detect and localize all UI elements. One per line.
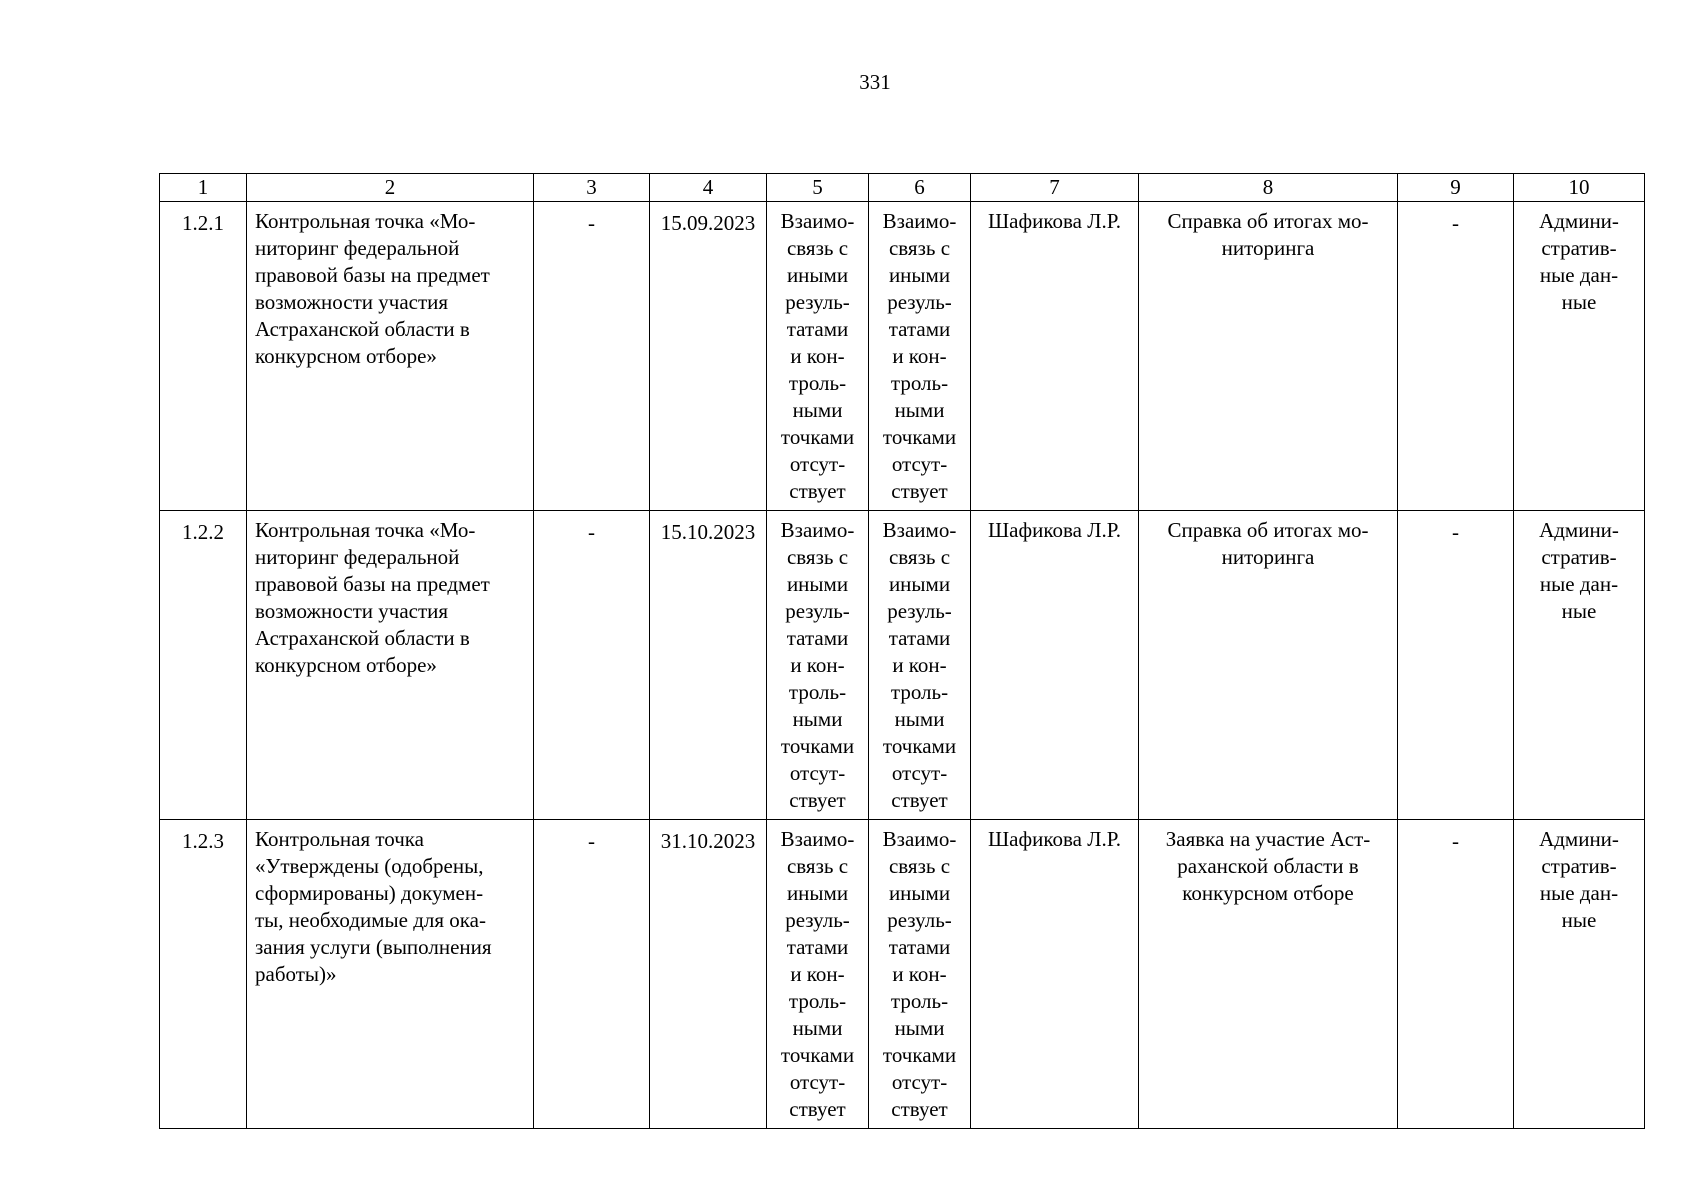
document-cell [1139, 202, 1398, 511]
column-6-cell [869, 820, 971, 1129]
column-6-line: и кон- [892, 962, 947, 986]
data-source-line: ные дан- [1539, 572, 1619, 596]
header-cell: 7 [971, 174, 1139, 202]
column-6-line: связь с [888, 545, 951, 569]
data-source-line: ные [1561, 908, 1597, 932]
data-source-line: стратив- [1541, 545, 1617, 569]
column-5-line: связь с [786, 236, 849, 260]
row-number-cell [160, 202, 247, 511]
column-6-line: резуль- [887, 908, 952, 932]
data-source-line: ные [1561, 290, 1597, 314]
column-3-value: - [588, 520, 595, 544]
column-5-line: ными [792, 707, 843, 731]
column-6-line: ствует [891, 788, 948, 812]
document-line: конкурсном отборе [1182, 881, 1354, 905]
document-line: ниторинга [1221, 545, 1315, 569]
control-point-name-cell [247, 511, 534, 820]
column-9-cell [1398, 202, 1514, 511]
column-5-line: точками [780, 425, 855, 449]
column-6-line: Взаимо- [882, 209, 957, 233]
table-row [160, 511, 1645, 820]
row-number-cell [160, 511, 247, 820]
row-number: 1.2.1 [182, 211, 224, 235]
column-6-line: отсут- [891, 1070, 948, 1094]
header-cell: 5 [767, 174, 869, 202]
column-5-cell [767, 511, 869, 820]
column-6-line: резуль- [887, 599, 952, 623]
name-line: конкурсном отборе» [255, 344, 437, 368]
date-cell [650, 511, 767, 820]
column-6-line: отсут- [891, 452, 948, 476]
column-6-line: отсут- [891, 761, 948, 785]
header-cell: 2 [247, 174, 534, 202]
name-line: конкурсном отборе» [255, 653, 437, 677]
column-5-line: ствует [789, 1097, 846, 1121]
column-6-line: троль- [890, 680, 949, 704]
name-line: Контрольная точка «Мо- [255, 209, 476, 233]
name-line: правовой базы на предмет [255, 263, 490, 287]
column-6-line: точками [882, 734, 957, 758]
column-5-line: татами [786, 317, 849, 341]
data-source-line: ные [1561, 599, 1597, 623]
row-number-cell [160, 820, 247, 1129]
name-line: Контрольная точка [255, 827, 425, 851]
column-5-line: отсут- [789, 761, 846, 785]
control-points-table [159, 173, 1645, 1129]
document-line: ниторинга [1221, 236, 1315, 260]
column-6-line: татами [888, 935, 951, 959]
column-6-line: точками [882, 1043, 957, 1067]
table-row [160, 820, 1645, 1129]
name-line: сформированы) докумен- [255, 881, 484, 905]
column-5-line: ствует [789, 788, 846, 812]
column-6-line: троль- [890, 989, 949, 1013]
column-5-line: связь с [786, 545, 849, 569]
column-6-line: точками [882, 425, 957, 449]
data-source-line: Админи- [1539, 827, 1619, 851]
column-5-line: резуль- [785, 290, 850, 314]
column-6-line: ными [894, 707, 945, 731]
column-5-line: Взаимо- [780, 209, 855, 233]
data-source-line: стратив- [1541, 236, 1617, 260]
column-6-line: и кон- [892, 653, 947, 677]
name-line: Астраханской области в [255, 626, 470, 650]
data-source-cell [1514, 511, 1645, 820]
date-value: 15.10.2023 [660, 520, 756, 544]
data-source-cell [1514, 202, 1645, 511]
data-source-line: ные дан- [1539, 263, 1619, 287]
responsible-cell [971, 202, 1139, 511]
column-5-cell [767, 202, 869, 511]
name-line: зания услуги (выполнения [255, 935, 492, 959]
column-6-line: иными [888, 572, 951, 596]
name-line: работы)» [255, 962, 337, 986]
column-5-line: ными [792, 1016, 843, 1040]
column-5-line: иными [786, 263, 849, 287]
responsible-name: Шафикова Л.Р. [988, 209, 1121, 233]
column-6-line: связь с [888, 236, 951, 260]
column-6-line: резуль- [887, 290, 952, 314]
column-5-line: резуль- [785, 908, 850, 932]
responsible-name: Шафикова Л.Р. [988, 827, 1121, 851]
header-cell: 10 [1514, 174, 1645, 202]
column-9-cell [1398, 511, 1514, 820]
date-cell [650, 202, 767, 511]
data-source-line: Админи- [1539, 518, 1619, 542]
column-6-line: ствует [891, 1097, 948, 1121]
document-cell [1139, 820, 1398, 1129]
column-5-line: Взаимо- [780, 827, 855, 851]
table-row [160, 202, 1645, 511]
column-5-line: Взаимо- [780, 518, 855, 542]
name-line: «Утверждены (одобрены, [255, 854, 484, 878]
control-point-name-cell [247, 202, 534, 511]
header-cell: 4 [650, 174, 767, 202]
name-line: ниторинг федеральной [255, 545, 460, 569]
header-cell: 8 [1139, 174, 1398, 202]
column-5-line: резуль- [785, 599, 850, 623]
column-3-value: - [588, 211, 595, 235]
column-5-line: и кон- [790, 653, 845, 677]
column-6-line: ными [894, 1016, 945, 1040]
column-6-line: Взаимо- [882, 518, 957, 542]
column-6-line: татами [888, 317, 951, 341]
document-line: Заявка на участие Аст- [1165, 827, 1371, 851]
column-5-line: и кон- [790, 962, 845, 986]
column-5-line: отсут- [789, 1070, 846, 1094]
column-5-line: ствует [789, 479, 846, 503]
column-6-line: иными [888, 881, 951, 905]
column-3-value: - [588, 829, 595, 853]
column-5-cell [767, 820, 869, 1129]
column-5-line: троль- [788, 989, 847, 1013]
header-cell: 6 [869, 174, 971, 202]
column-5-line: ными [792, 398, 843, 422]
column-3-cell [534, 511, 650, 820]
column-5-line: иными [786, 881, 849, 905]
document-cell [1139, 511, 1398, 820]
column-6-line: татами [888, 626, 951, 650]
column-9-value: - [1452, 829, 1459, 853]
column-5-line: татами [786, 626, 849, 650]
column-6-cell [869, 202, 971, 511]
column-number-header-row [160, 174, 1645, 202]
column-5-line: точками [780, 1043, 855, 1067]
data-source-line: ные дан- [1539, 881, 1619, 905]
column-6-line: Взаимо- [882, 827, 957, 851]
column-5-line: и кон- [790, 344, 845, 368]
date-value: 31.10.2023 [660, 829, 756, 853]
document-line: Справка об итогах мо- [1167, 209, 1369, 233]
name-line: ты, необходимые для ока- [255, 908, 486, 932]
name-line: Контрольная точка «Мо- [255, 518, 476, 542]
column-6-line: связь с [888, 854, 951, 878]
control-point-name-cell [247, 820, 534, 1129]
column-5-line: точками [780, 734, 855, 758]
data-source-line: стратив- [1541, 854, 1617, 878]
date-value: 15.09.2023 [660, 211, 756, 235]
column-5-line: троль- [788, 680, 847, 704]
responsible-cell [971, 820, 1139, 1129]
column-9-cell [1398, 820, 1514, 1129]
column-6-line: иными [888, 263, 951, 287]
document-line: раханской области в [1177, 854, 1359, 878]
data-source-line: Админи- [1539, 209, 1619, 233]
column-9-value: - [1452, 520, 1459, 544]
column-5-line: отсут- [789, 452, 846, 476]
header-cell: 9 [1398, 174, 1514, 202]
column-3-cell [534, 202, 650, 511]
responsible-cell [971, 511, 1139, 820]
header-cell: 1 [160, 174, 247, 202]
name-line: возможности участия [255, 599, 449, 623]
data-source-cell [1514, 820, 1645, 1129]
column-6-line: троль- [890, 371, 949, 395]
date-cell [650, 820, 767, 1129]
name-line: правовой базы на предмет [255, 572, 490, 596]
name-line: Астраханской области в [255, 317, 470, 341]
row-number: 1.2.3 [182, 829, 224, 853]
name-line: ниторинг федеральной [255, 236, 460, 260]
column-9-value: - [1452, 211, 1459, 235]
page-number: 331 [859, 70, 891, 94]
column-5-line: троль- [788, 371, 847, 395]
column-6-cell [869, 511, 971, 820]
column-5-line: татами [786, 935, 849, 959]
name-line: возможности участия [255, 290, 449, 314]
row-number: 1.2.2 [182, 520, 224, 544]
column-5-line: связь с [786, 854, 849, 878]
header-cell: 3 [534, 174, 650, 202]
column-3-cell [534, 820, 650, 1129]
responsible-name: Шафикова Л.Р. [988, 518, 1121, 542]
column-6-line: ными [894, 398, 945, 422]
column-6-line: и кон- [892, 344, 947, 368]
column-5-line: иными [786, 572, 849, 596]
column-6-line: ствует [891, 479, 948, 503]
document-line: Справка об итогах мо- [1167, 518, 1369, 542]
